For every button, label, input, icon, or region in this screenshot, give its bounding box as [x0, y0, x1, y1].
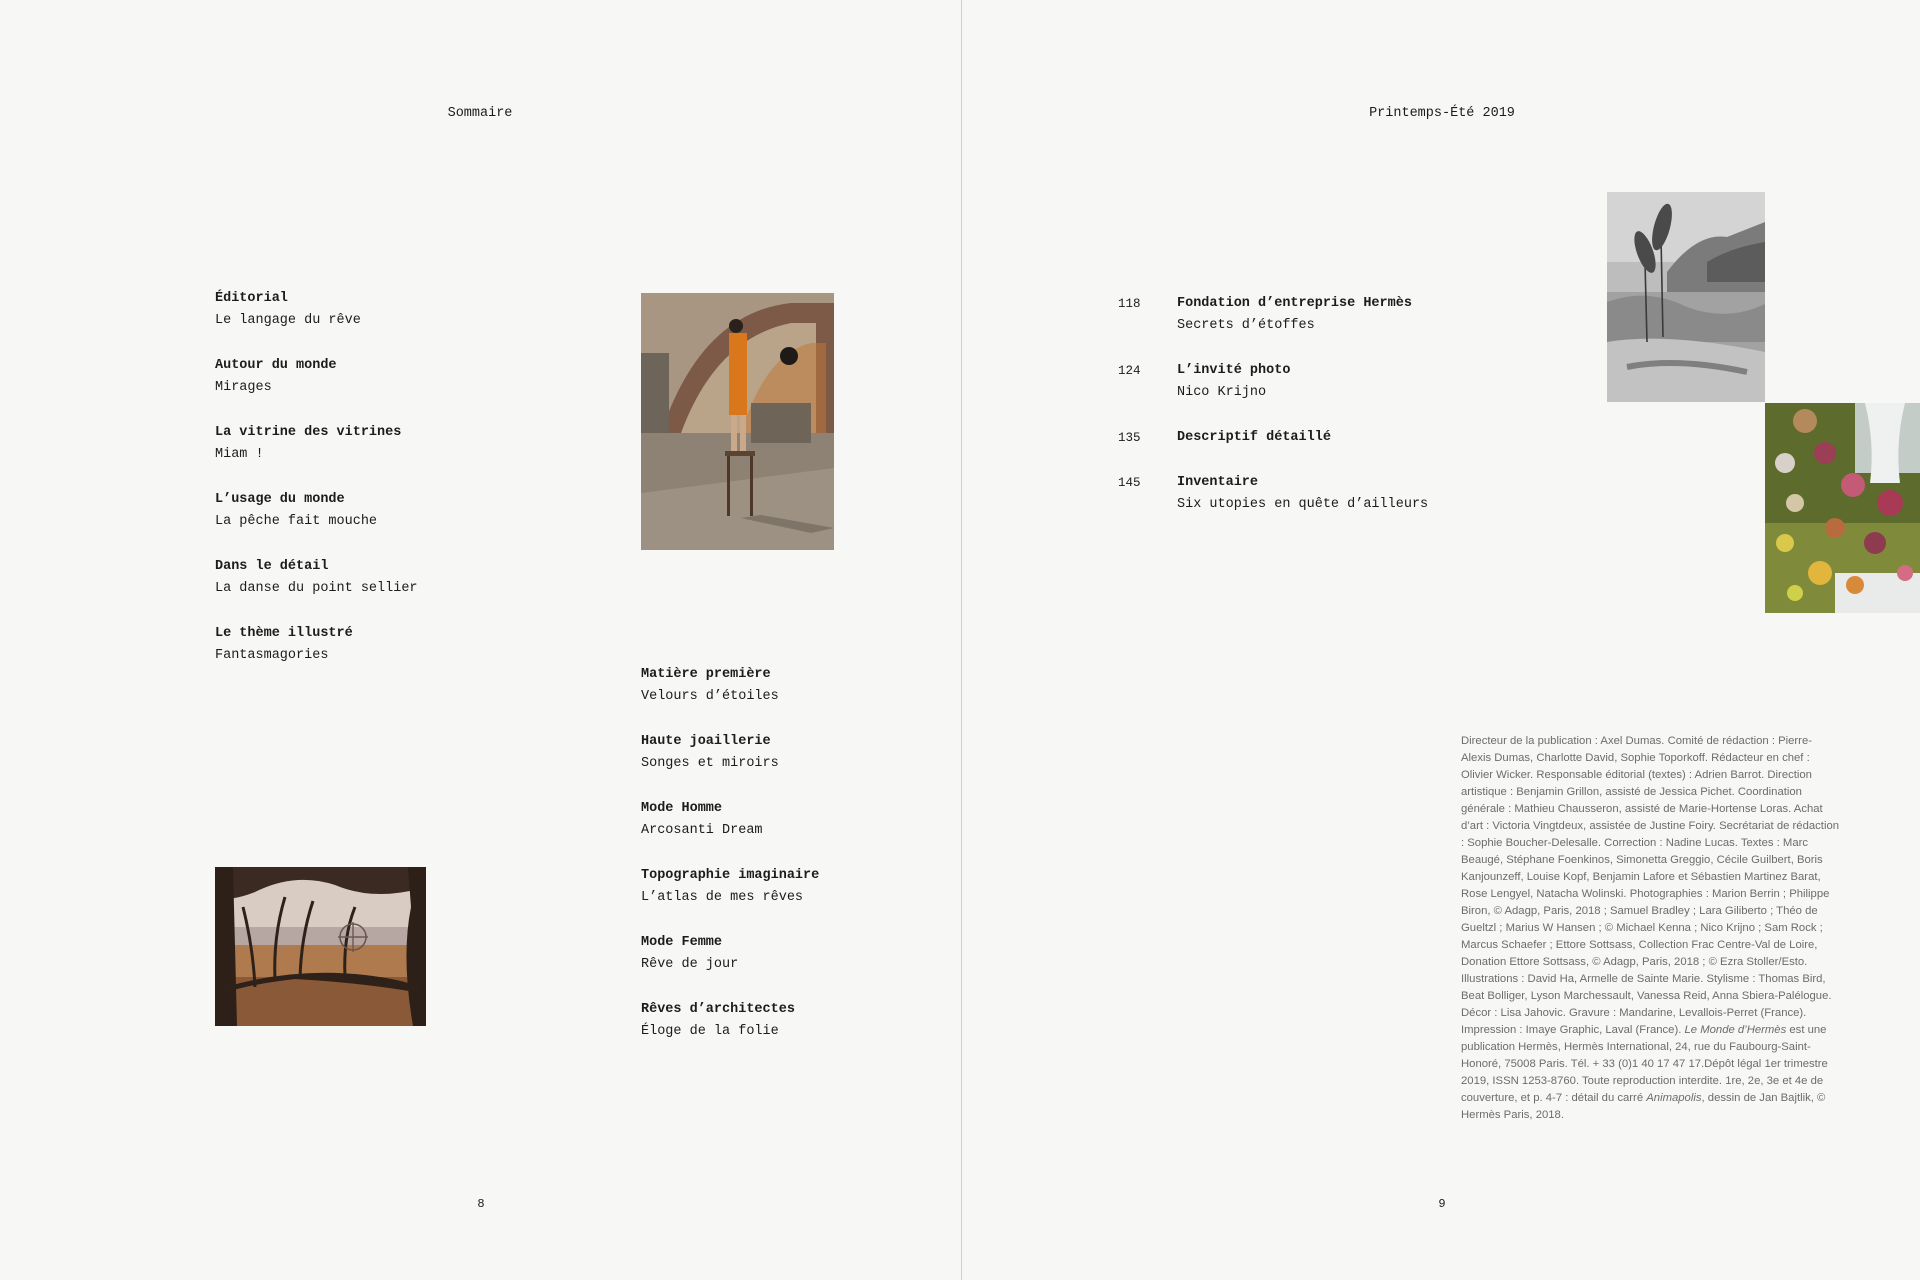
toc-section: Le thème illustré — [215, 626, 353, 641]
credits-text: est une publication Hermès, Hermès International, 24, rue du Faubourg-Saint-Honoré, 75008 Paris. Tél. + 33 (0)1 40 17 47 17.Dépôt légal 1er trimestre 2019, ISSN 1253-8760. Toute reproduction interdite. 1re, 2e, 3e et 4e de couverture, et p. 4-7 : détail du carré — [1461, 1024, 1828, 1104]
toc-section: Mode Femme — [641, 935, 723, 950]
toc-section: La vitrine des vitrines — [215, 425, 402, 440]
toc-entry[interactable] — [1118, 293, 1412, 337]
toc-section: Topographie imaginaire — [641, 868, 820, 883]
credits-italic-title: Le Monde d’Hermès — [1684, 1024, 1787, 1036]
toc-entry[interactable] — [1118, 472, 1429, 516]
toc-section: Mode Homme — [641, 801, 723, 816]
toc-entry[interactable] — [1118, 427, 1331, 449]
toc-page-number: 124 — [1118, 364, 1141, 378]
toc-title: Songes et miroirs — [641, 756, 779, 771]
toc-section: Rêves d’architectes — [641, 1002, 795, 1017]
credits-italic-title: Animapolis — [1646, 1092, 1702, 1104]
toc-title: Mirages — [215, 380, 272, 395]
toc-page-number: 145 — [1118, 476, 1141, 490]
toc-entry[interactable] — [641, 865, 819, 909]
toc-section: L’invité photo — [1177, 363, 1291, 378]
credits-text: , dessin de Jan Bajtlik, © Hermès Paris, 2018. — [1461, 1092, 1826, 1121]
toc-entry[interactable] — [641, 932, 738, 976]
toc-page-number: 118 — [1118, 297, 1141, 311]
photo-figure-orange-coat — [641, 293, 834, 550]
right-page — [962, 0, 1920, 1280]
page-number-left: 8 — [477, 1197, 485, 1211]
toc-title: Fantasmagories — [215, 648, 329, 663]
toc-section: Inventaire — [1177, 475, 1259, 490]
toc-title: Nico Krijno — [1177, 385, 1267, 400]
toc-section: Dans le détail — [215, 559, 329, 574]
toc-entry[interactable] — [641, 731, 779, 775]
toc-entry[interactable] — [641, 798, 763, 842]
toc-entry[interactable] — [215, 422, 401, 466]
toc-title: Six utopies en quête d’ailleurs — [1177, 497, 1429, 512]
toc-section: Haute joaillerie — [641, 734, 771, 749]
toc-entry[interactable] — [1118, 360, 1291, 404]
toc-title: Arcosanti Dream — [641, 823, 763, 838]
toc-title: Miam ! — [215, 447, 264, 462]
toc-title: Le langage du rêve — [215, 313, 361, 328]
toc-entry[interactable] — [215, 355, 337, 399]
toc-entry[interactable] — [215, 623, 353, 667]
toc-section: Fondation d’entreprise Hermès — [1177, 296, 1412, 311]
toc-entry[interactable] — [215, 288, 361, 332]
toc-section: Autour du monde — [215, 358, 337, 373]
toc-title: L’atlas de mes rêves — [641, 890, 804, 905]
photo-flowers-waterfall — [1765, 403, 1920, 613]
toc-title: Rêve de jour — [641, 957, 739, 972]
photo-acacia-savanna — [215, 867, 426, 1026]
toc-entry[interactable] — [215, 556, 418, 600]
toc-section: Descriptif détaillé — [1177, 430, 1331, 445]
toc-title: Éloge de la folie — [641, 1024, 779, 1039]
toc-entry[interactable] — [641, 999, 795, 1043]
running-head-right: Printemps-Été 2019 — [1369, 106, 1515, 121]
toc-entry[interactable] — [215, 489, 377, 533]
toc-entry[interactable] — [641, 664, 779, 708]
toc-title: La danse du point sellier — [215, 581, 418, 596]
toc-title: Secrets d’étoffes — [1177, 318, 1315, 333]
toc-section: Matière première — [641, 667, 771, 682]
toc-section: Éditorial — [215, 291, 288, 306]
toc-page-number: 135 — [1118, 431, 1141, 445]
toc-section: L’usage du monde — [215, 492, 345, 507]
running-head-left: Sommaire — [447, 106, 513, 121]
photo-bw-desert-plumes — [1607, 192, 1765, 402]
editorial-credits — [1461, 733, 1841, 1124]
toc-title: La pêche fait mouche — [215, 514, 378, 529]
credits-text: Directeur de la publication : Axel Dumas. Comité de rédaction : Pierre-Alexis Dumas, Charlotte David, Sophie Toporkoff. Rédacteur en chef : Olivier Wicker. Responsable éditorial (textes) : Adrien Barrot. Direction artistique : Benjamin Grillon, assisté de Jessica Pichet. Coordination générale : Mathieu Chausseron, assisté de Marie-Hortense Loras. Achat d’art : Victoria Vingtdeux, assistée de Justine Foiry. Secrétariat de rédaction : Sophie Boucher-Delesalle. Correction : Nadine Lucas. Textes : Marc Beaugé, Stéphane Foenkinos, Simonetta Greggio, Cécile Guilbert, Boris Kanjounzeff, Louise Kopf, Benjamin Lafore et Sébastien Martinez Barat, Rose Lengyel, Natacha Wolinski. Photographies : Marion Berrin ; Philippe Biron, © Adagp, Paris, 2018 ; Samuel Bradley ; Lara Giliberto ; Théo de Gueltzl ; Marius W Hansen ; © Michael Kenna ; Nico Krijno ; Sam Rock ; Marcus Schaefer ; Ettore Sottsass, Collection Frac Centre-Val de Loire, Donation Ettore Sottsass, © Adagp, Paris, 2018 ; © Ezra Stoller/Esto. Illustrations : David Ha, Armelle de Sainte Marie. Stylisme : Thomas Bird, Beat Bolliger, Lyson Marchessault, Vanessa Reid, Anna Sbiera-Palélogue. Décor : Lisa Jahovic. Gravure : Mandarine, Levallois-Perret (France). Impression : Imaye Graphic, Laval (France). — [1461, 735, 1840, 1036]
toc-title: Velours d’étoiles — [641, 689, 779, 704]
page-number-right: 9 — [1438, 1197, 1446, 1211]
